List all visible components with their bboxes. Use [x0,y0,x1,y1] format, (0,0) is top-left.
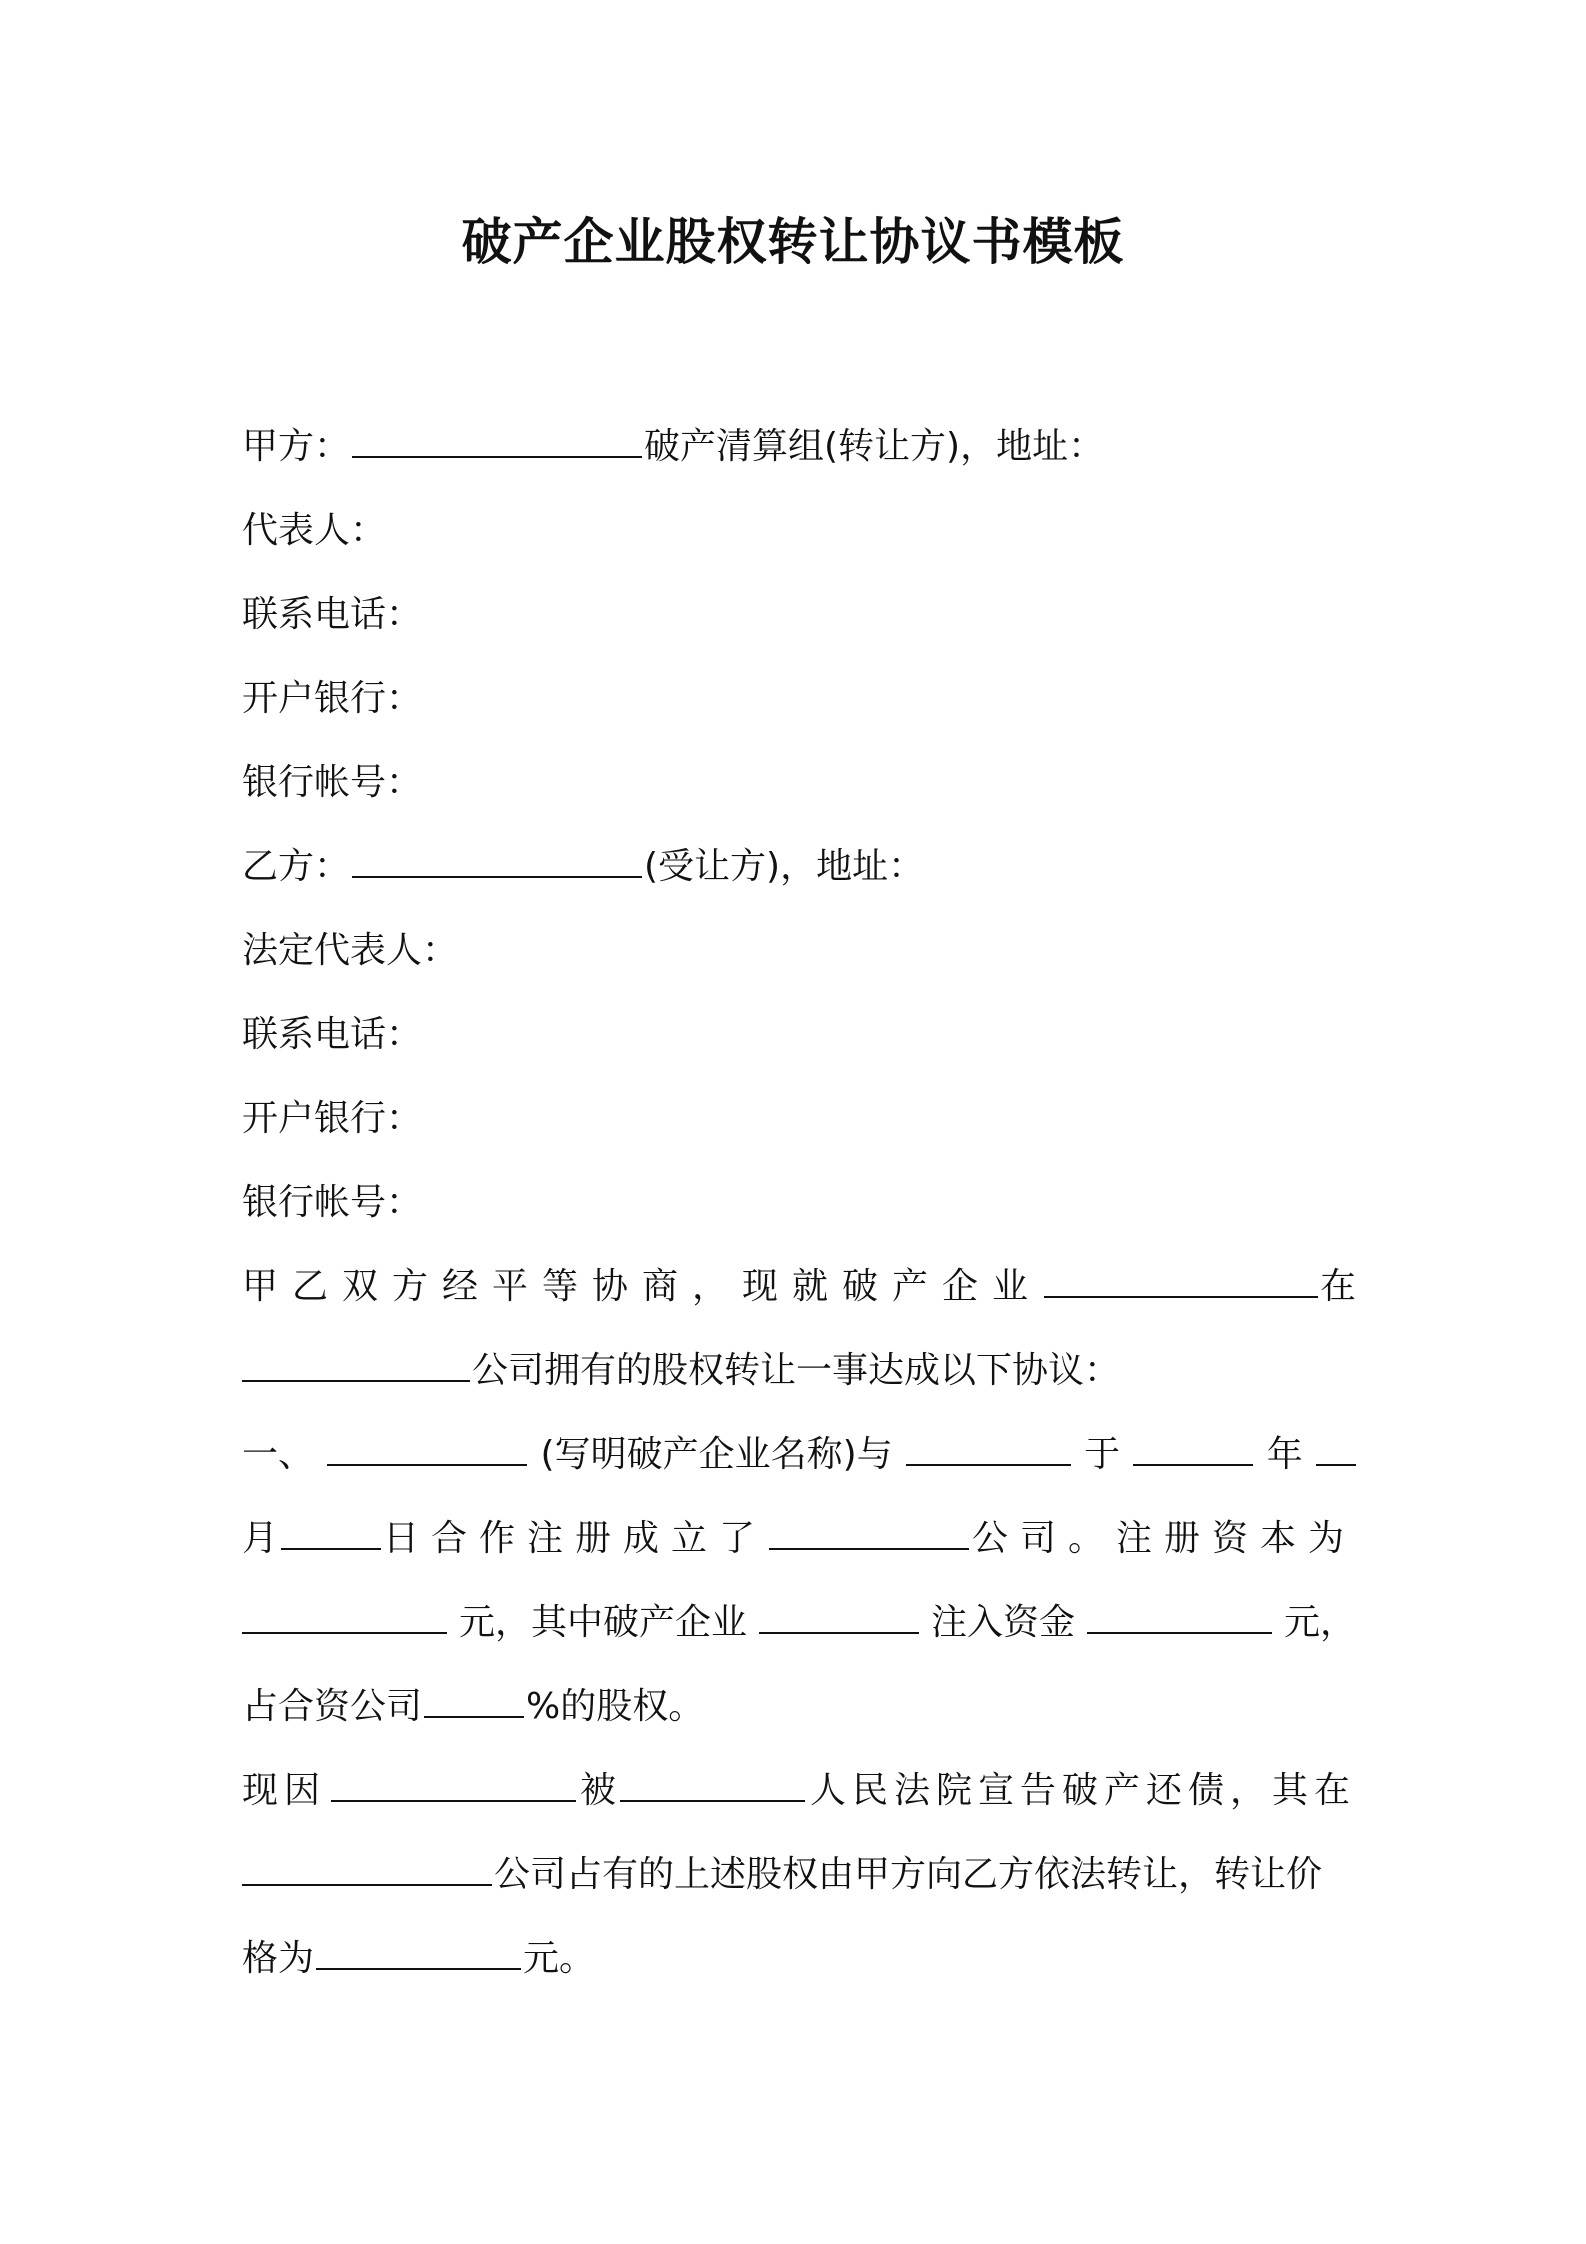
party-a-bank: 开户银行： [242,678,423,719]
clause-2-text-c: 人民法院宣告破产还债，其在 [809,1770,1356,1811]
clause-1-text-f: 公司。注册资本为 [971,1518,1356,1559]
clause-1-enterprise-blank [327,1463,527,1466]
clause-1-month-blank [1316,1463,1356,1466]
clause-1-text-j: 占合资公司 [242,1686,423,1727]
intro-text-1: 甲乙双方经平等协商，现就破产企业 [242,1266,1043,1307]
party-a-phone: 联系电话： [242,594,423,635]
intro-line-1 [242,1245,1356,1329]
clause-1-amount-blank [1087,1631,1272,1634]
intro-text-2: 在 [1319,1266,1356,1307]
clause-2-text-e: 格为 [242,1938,315,1979]
party-a-line [242,405,1356,489]
clause-1-text-h: 注入资金 [930,1602,1075,1643]
party-b-line [242,825,1356,909]
clause-2-price-blank [316,1967,521,1970]
document-title: 破产企业股权转让协议书模板 [461,213,1125,271]
clause-1-text-c: 年 [1266,1434,1303,1475]
party-a-label: 甲方： [242,426,351,467]
clause-1-text-i: 元， [1283,1602,1356,1643]
party-b-account: 银行帐号： [242,1182,423,1223]
party-b-phone: 联系电话： [242,1014,423,1055]
clause-1-partner-blank [906,1463,1071,1466]
clause-1-text-g: 元，其中破产企业 [458,1602,747,1643]
clause-1-day-blank [281,1547,381,1550]
clause-1-company-blank [769,1547,969,1550]
clause-1-line-2 [242,1497,1356,1581]
clause-1-line-1 [242,1413,1356,1497]
party-b-name-blank [352,875,642,878]
clause-1-text-d: 月 [242,1518,279,1559]
clause-1-percent-blank [424,1715,524,1718]
clause-2-text-d: 公司占有的上述股权由甲方向乙方依法转让，转让价 [494,1854,1323,1895]
clause-2-company-blank [242,1883,492,1886]
intro-company-blank [242,1379,470,1382]
clause-2-line-1 [242,1749,1356,1833]
clause-2-text-b: 被 [579,1770,616,1811]
document-body [242,405,1356,2001]
party-b-label: 乙方： [242,846,351,887]
clause-1-text-k: %的股权。 [526,1686,705,1727]
party-b-representative: 法定代表人： [242,930,459,971]
clause-1-text-e: 日合作注册成立了 [382,1518,767,1559]
clause-2-line-2 [242,1833,1356,1917]
party-b-bank: 开户银行： [242,1098,423,1139]
party-a-account: 银行帐号： [242,762,423,803]
clause-2-text-f: 元。 [523,1938,596,1979]
party-b-role: (受让方)，地址： [644,846,925,887]
clause-1-text-a: (写明破产企业名称)与 [540,1434,893,1475]
clause-1-line-4 [242,1665,1356,1749]
clause-1-year-blank [1133,1463,1253,1466]
clause-2-court-blank [620,1799,805,1802]
party-a-role: 破产清算组(转让方)，地址： [644,426,1105,467]
clause-1-capital-blank [242,1631,447,1634]
clause-1-investor-blank [759,1631,919,1634]
clause-1-text-b: 于 [1084,1434,1121,1475]
clause-2-enterprise-blank [331,1799,576,1802]
intro-line-2 [242,1329,1356,1413]
intro-text-3: 公司拥有的股权转让一事达成以下协议： [472,1350,1121,1391]
party-a-name-blank [352,455,642,458]
clause-1-prefix: 一、 [242,1434,315,1475]
intro-enterprise-blank [1044,1295,1318,1298]
clause-2-text-a: 现因 [242,1770,327,1811]
clause-2-line-3 [242,1917,1356,2001]
party-a-representative: 代表人： [242,510,387,551]
clause-1-line-3 [242,1581,1356,1665]
